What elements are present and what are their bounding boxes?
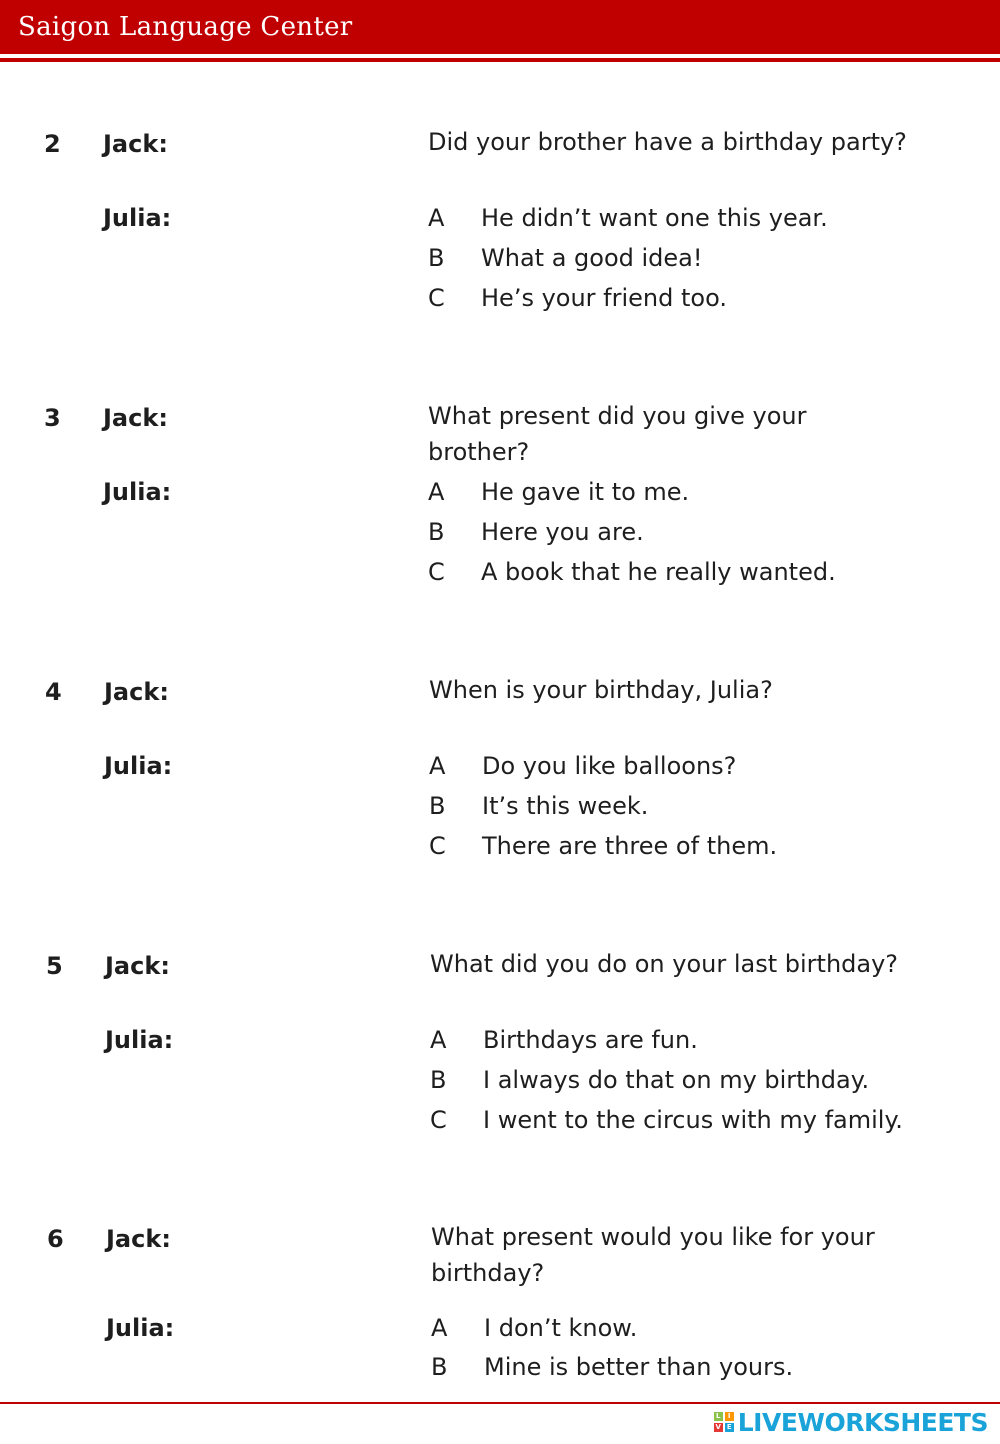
- option-letter: B: [429, 792, 446, 820]
- option-text: It’s this week.: [482, 792, 649, 820]
- option-letter: A: [428, 204, 445, 232]
- header-divider: [0, 58, 1000, 62]
- question-number: 4: [45, 678, 62, 706]
- option-letter: C: [429, 832, 446, 860]
- speaker-julia: Julia:: [105, 1026, 174, 1054]
- speaker-jack: Jack:: [104, 678, 169, 706]
- option-letter: B: [430, 1066, 447, 1094]
- liveworksheets-logo-icon: [714, 1412, 734, 1432]
- question-number: 6: [47, 1225, 64, 1253]
- option-text: A book that he really wanted.: [481, 558, 836, 586]
- option-text: I went to the circus with my family.: [483, 1106, 903, 1134]
- question-number: 2: [44, 130, 61, 158]
- header-bar: [0, 0, 1000, 54]
- option-text: What a good idea!: [481, 244, 703, 272]
- logo-mark-letter: L: [714, 1412, 723, 1421]
- speaker-jack: Jack:: [105, 952, 170, 980]
- option-text: He’s your friend too.: [481, 284, 727, 312]
- option-letter: C: [430, 1106, 447, 1134]
- option-letter: A: [429, 752, 446, 780]
- speaker-julia: Julia:: [104, 752, 173, 780]
- question-text: What present did you give your brother?: [428, 402, 807, 466]
- option-text: He didn’t want one this year.: [481, 204, 828, 232]
- option-text: Birthdays are fun.: [483, 1026, 698, 1054]
- option-text: Do you like balloons?: [482, 752, 737, 780]
- logo-mark-letter: E: [725, 1423, 734, 1432]
- option-letter: A: [430, 1026, 447, 1054]
- logo-mark-letter: V: [715, 1423, 721, 1431]
- option-letter: A: [428, 478, 445, 506]
- speaker-jack: Jack:: [103, 130, 168, 158]
- question-text: When is your birthday, Julia?: [429, 676, 773, 704]
- question-number: 3: [44, 404, 61, 432]
- question-text: Did your brother have a birthday party?: [428, 128, 907, 156]
- option-letter: C: [428, 558, 445, 586]
- option-letter: A: [431, 1314, 448, 1342]
- speaker-jack: Jack:: [103, 404, 168, 432]
- option-letter: B: [431, 1353, 448, 1381]
- speaker-julia: Julia:: [103, 204, 172, 232]
- option-text: Here you are.: [481, 518, 644, 546]
- option-letter: B: [428, 518, 445, 546]
- option-letter: C: [428, 284, 445, 312]
- option-text: Mine is better than yours.: [484, 1353, 794, 1381]
- option-text: I don’t know.: [484, 1314, 638, 1342]
- option-text: There are three of them.: [482, 832, 778, 860]
- logo-mark-letter: I: [725, 1412, 734, 1421]
- question-text: What did you do on your last birthday?: [430, 950, 899, 978]
- question-number: 5: [46, 952, 63, 980]
- header-title: Saigon Language Center: [18, 12, 353, 42]
- speaker-julia: Julia:: [103, 478, 172, 506]
- logo-text: LIVEWORKSHEETS: [737, 1407, 988, 1437]
- option-text: I always do that on my birthday.: [483, 1066, 870, 1094]
- option-letter: B: [428, 244, 445, 272]
- question-text: What present would you like for your birthday?: [431, 1223, 875, 1287]
- liveworksheets-logo: [714, 1404, 988, 1440]
- speaker-jack: Jack:: [106, 1225, 171, 1253]
- speaker-julia: Julia:: [106, 1314, 175, 1342]
- option-text: He gave it to me.: [481, 478, 690, 506]
